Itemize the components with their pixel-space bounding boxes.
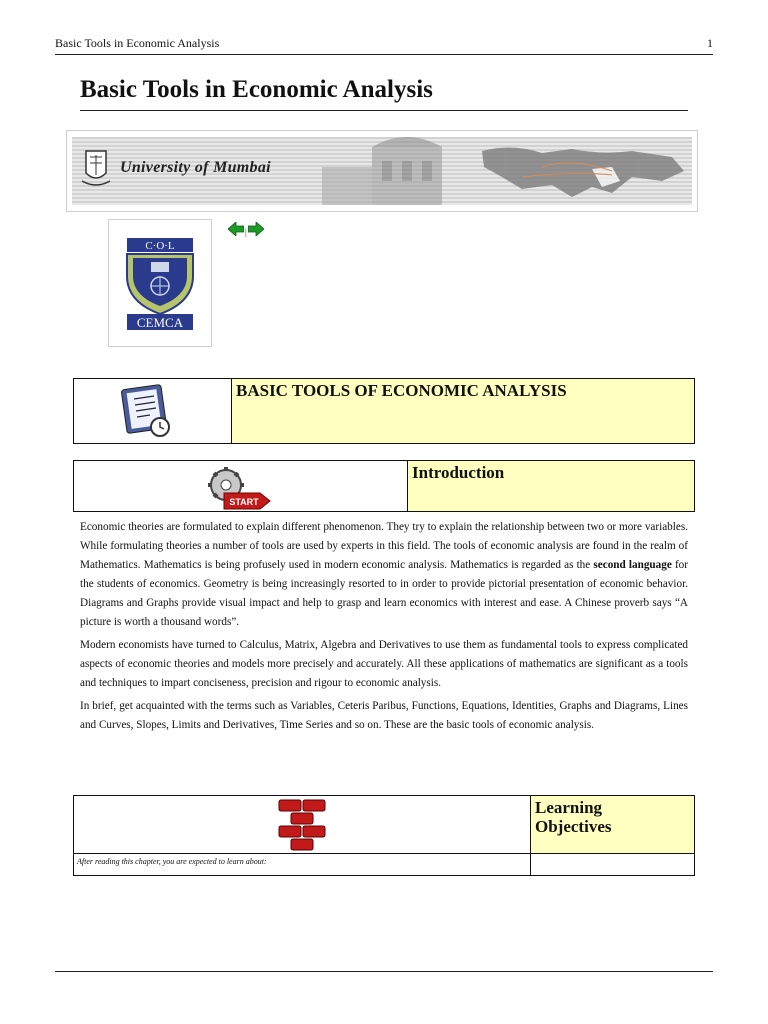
paragraph-1-part-b: for the students of economics. Geometry is being increasingly resorted to in order to provide pictorial presentation of economic behavior. Diagrams and Graphs provide visual impact and help to grasp and learn economics with interest and ease. A Chinese proverb says “A picture is worth a thousand words”.	[80, 559, 689, 628]
section-heading-cell	[232, 379, 694, 443]
intro-icon-cell	[74, 461, 408, 511]
learning-objectives-box	[73, 795, 695, 876]
nav-separator: |	[245, 226, 247, 237]
paragraph-2: Modern economists have turned to Calculus, Matrix, Algebra and Derivatives to use them as fundamental tools to express complicated aspects of economic theories and models more precisely and accurately. All these applications of mathematics are significant as a tools and techniques to impart conciseness, precision and rigour to economic analysis.	[80, 639, 688, 689]
paragraph-1-part-a: Economic theories are formulated to explain different phenomenon. They try to explain the relationship between two or more variables. While formulating theories a number of tools are used by experts in this field. The tools of economic analysis are found in the realm of Mathematics. Mathematics is being profusely used in modern economic analysis. Mathematics is regarded as the	[80, 521, 688, 571]
footer-divider	[55, 971, 713, 972]
logo-top-text: C·O·L	[145, 240, 175, 252]
section-icon-cell	[74, 379, 232, 443]
page-number: 1	[707, 36, 713, 50]
paragraph-3: In brief, get acquainted with the terms such as Variables, Ceteris Paribus, Functions, Equations, Identities, Graphs and Diagrams, Lines and Curves, Slopes, Limits and Derivatives, Time Series and so on. These are the basic tools of economic analysis.	[80, 700, 688, 731]
objectives-note: After reading this chapter, you are expected to learn about:	[77, 857, 267, 866]
intro-heading-cell	[408, 461, 694, 511]
introduction-box	[73, 460, 695, 512]
col-cemca-logo	[108, 219, 212, 347]
logo-bottom-text: CEMCA	[136, 315, 184, 330]
objectives-icon-cell	[74, 796, 531, 853]
banner-image	[72, 137, 692, 205]
paragraph-1-bold: second language	[593, 559, 672, 571]
paragraph-1	[80, 518, 688, 632]
previous-arrow-icon[interactable]	[228, 222, 244, 241]
body-text	[80, 518, 688, 739]
title-divider	[80, 110, 688, 111]
running-header	[55, 36, 713, 55]
start-label: START	[229, 497, 259, 507]
objectives-note-cell	[74, 854, 531, 875]
objectives-heading-line2: Objectives	[535, 817, 612, 836]
col-cemca-emblem-icon	[109, 220, 211, 346]
document-title: Basic Tools in Economic Analysis	[80, 76, 433, 103]
running-header-title: Basic Tools in Economic Analysis	[55, 36, 220, 50]
start-gear-icon	[74, 461, 407, 511]
world-map-icon	[482, 147, 684, 197]
university-crest-icon	[82, 151, 110, 185]
next-arrow-icon[interactable]	[248, 222, 264, 241]
university-name: University of Mumbai	[120, 159, 271, 176]
university-banner	[66, 130, 698, 212]
objectives-note-row	[74, 853, 694, 875]
intro-heading: Introduction	[412, 463, 505, 482]
clipboard-clock-icon	[74, 379, 231, 443]
objectives-heading-line1: Learning	[535, 798, 603, 817]
page-navigation	[228, 222, 264, 238]
building-silhouette-icon	[322, 137, 442, 205]
section-heading-box	[73, 378, 695, 444]
brick-wall-icon	[74, 796, 530, 852]
section-heading: BASIC TOOLS OF ECONOMIC ANALYSIS	[236, 381, 567, 400]
objectives-heading-cell	[531, 796, 694, 853]
